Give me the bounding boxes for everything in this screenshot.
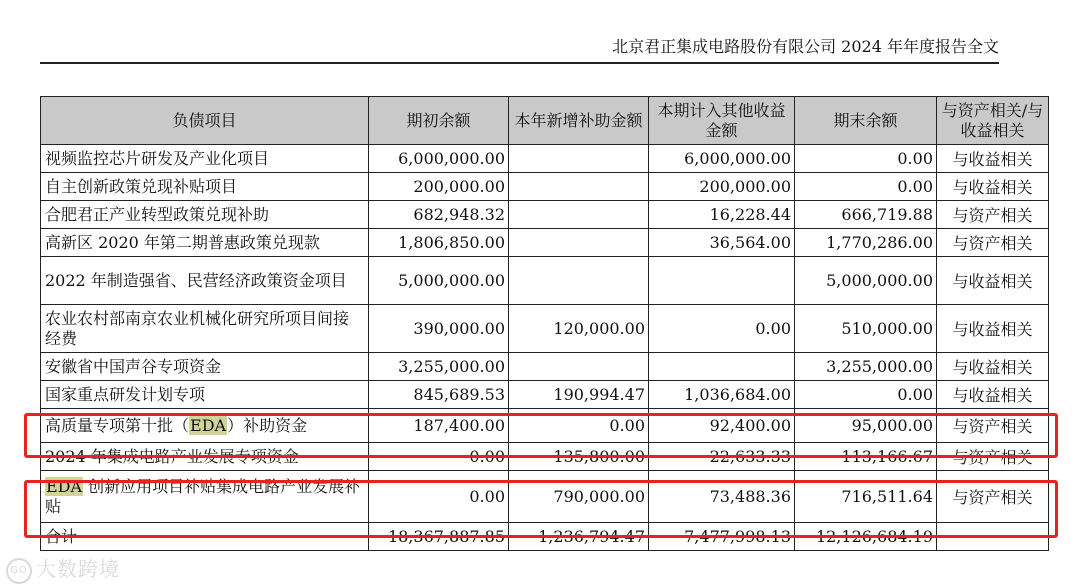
cell-closing: 5,000,000.00: [795, 257, 937, 305]
table-row-highlighted: [41, 471, 1049, 523]
cell-closing: 0.00: [795, 381, 937, 409]
cell-closing: 3,255,000.00: [795, 353, 937, 381]
cell-relation: 与收益相关: [937, 145, 1049, 173]
cell-opening: 6,000,000.00: [369, 145, 509, 173]
cell-to-income: [649, 257, 795, 305]
cell-to-income: 22,633.33: [649, 443, 795, 471]
table-row: [41, 257, 1049, 305]
item-text-suffix: ）补助资金: [227, 415, 308, 435]
government-grants-table: [40, 96, 1049, 551]
cell-total-added: 1,236,794.47: [509, 523, 649, 551]
cell-relation: 与资产相关: [937, 201, 1049, 229]
cell-added: 190,994.47: [509, 381, 649, 409]
cell-relation: 与收益相关: [937, 305, 1049, 353]
cell-closing: 0.00: [795, 145, 937, 173]
eda-highlight: EDA: [190, 415, 227, 435]
cell-added: [509, 257, 649, 305]
item-text-suffix: 创新应用项目补贴集成电路产业发展补贴: [45, 476, 361, 516]
cell-opening: 5,000,000.00: [369, 257, 509, 305]
cell-to-income: 92,400.00: [649, 409, 795, 443]
report-title: 北京君正集成电路股份有限公司 2024 年年度报告全文: [612, 37, 999, 56]
cell-added: 120,000.00: [509, 305, 649, 353]
table-total-row: [41, 523, 1049, 551]
col-header-relation: 与资产相关/与收益相关: [937, 97, 1049, 145]
cell-total-opening: 18,367,887.85: [369, 523, 509, 551]
page-header: [40, 36, 999, 64]
cell-total-to-income: 7,477,998.13: [649, 523, 795, 551]
cell-closing: 0.00: [795, 173, 937, 201]
cell-item: 自主创新政策兑现补贴项目: [41, 173, 369, 201]
cell-item: 2022 年制造强省、民营经济政策资金项目: [41, 257, 369, 305]
cell-opening: 1,806,850.00: [369, 229, 509, 257]
cell-added: [509, 145, 649, 173]
cell-item: [41, 409, 369, 443]
cell-opening: 0.00: [369, 443, 509, 471]
cell-to-income: 1,036,684.00: [649, 381, 795, 409]
table-row: [41, 353, 1049, 381]
col-header-to-income: 本期计入其他收益金额: [649, 97, 795, 145]
cell-relation: 与资产相关: [937, 443, 1049, 471]
table-row: [41, 145, 1049, 173]
cell-relation: 与资产相关: [937, 409, 1049, 443]
table-row: [41, 443, 1049, 471]
cell-closing: 113,166.67: [795, 443, 937, 471]
cell-closing: 95,000.00: [795, 409, 937, 443]
cell-to-income: 36,564.00: [649, 229, 795, 257]
cell-closing: 1,770,286.00: [795, 229, 937, 257]
cell-to-income: 6,000,000.00: [649, 145, 795, 173]
cell-opening: 187,400.00: [369, 409, 509, 443]
cell-opening: 0.00: [369, 471, 509, 523]
cell-relation: 与收益相关: [937, 353, 1049, 381]
cell-item: 2024 年集成电路产业发展专项资金: [41, 443, 369, 471]
cell-added: [509, 173, 649, 201]
cell-opening: 390,000.00: [369, 305, 509, 353]
cell-relation: 与资产相关: [937, 229, 1049, 257]
cell-item: [41, 471, 369, 523]
cell-item: 国家重点研发计划专项: [41, 381, 369, 409]
cell-item: 视频监控芯片研发及产业化项目: [41, 145, 369, 173]
watermark: [6, 553, 120, 584]
cell-total-relation: [937, 523, 1049, 551]
table-header-row: [41, 97, 1049, 145]
watermark-logo-icon: GO: [6, 558, 32, 584]
cell-closing: 666,719.88: [795, 201, 937, 229]
cell-to-income: 0.00: [649, 305, 795, 353]
col-header-item: 负债项目: [41, 97, 369, 145]
cell-added: [509, 229, 649, 257]
cell-opening: 682,948.32: [369, 201, 509, 229]
cell-total-closing: 12,126,684.19: [795, 523, 937, 551]
table-row: [41, 173, 1049, 201]
cell-added: 790,000.00: [509, 471, 649, 523]
cell-added: 0.00: [509, 409, 649, 443]
col-header-closing: 期末余额: [795, 97, 937, 145]
cell-item: 高新区 2020 年第二期普惠政策兑现款: [41, 229, 369, 257]
cell-opening: 845,689.53: [369, 381, 509, 409]
cell-total-label: 合计: [41, 523, 369, 551]
cell-item: 安徽省中国声谷专项资金: [41, 353, 369, 381]
watermark-text: 大数跨境: [36, 557, 120, 581]
item-text-prefix: 高质量专项第十批（: [45, 415, 190, 435]
cell-added: [509, 353, 649, 381]
table-row: [41, 201, 1049, 229]
table-row-highlighted: [41, 409, 1049, 443]
cell-opening: 200,000.00: [369, 173, 509, 201]
cell-closing: 510,000.00: [795, 305, 937, 353]
cell-item: 合肥君正产业转型政策兑现补助: [41, 201, 369, 229]
cell-to-income: 16,228.44: [649, 201, 795, 229]
col-header-opening: 期初余额: [369, 97, 509, 145]
cell-relation: 与资产相关: [937, 471, 1049, 523]
table-row: [41, 381, 1049, 409]
table-row: [41, 229, 1049, 257]
eda-highlight: EDA: [46, 476, 83, 496]
cell-relation: 与收益相关: [937, 381, 1049, 409]
cell-to-income: 200,000.00: [649, 173, 795, 201]
cell-to-income: [649, 353, 795, 381]
cell-to-income: 73,488.36: [649, 471, 795, 523]
cell-opening: 3,255,000.00: [369, 353, 509, 381]
cell-closing: 716,511.64: [795, 471, 937, 523]
cell-item: 农业农村部南京农业机械化研究所项目间接经费: [41, 305, 369, 353]
cell-relation: 与收益相关: [937, 173, 1049, 201]
cell-relation: 与收益相关: [937, 257, 1049, 305]
table-row: [41, 305, 1049, 353]
cell-added: [509, 201, 649, 229]
col-header-added: 本年新增补助金额: [509, 97, 649, 145]
cell-added: 135,800.00: [509, 443, 649, 471]
